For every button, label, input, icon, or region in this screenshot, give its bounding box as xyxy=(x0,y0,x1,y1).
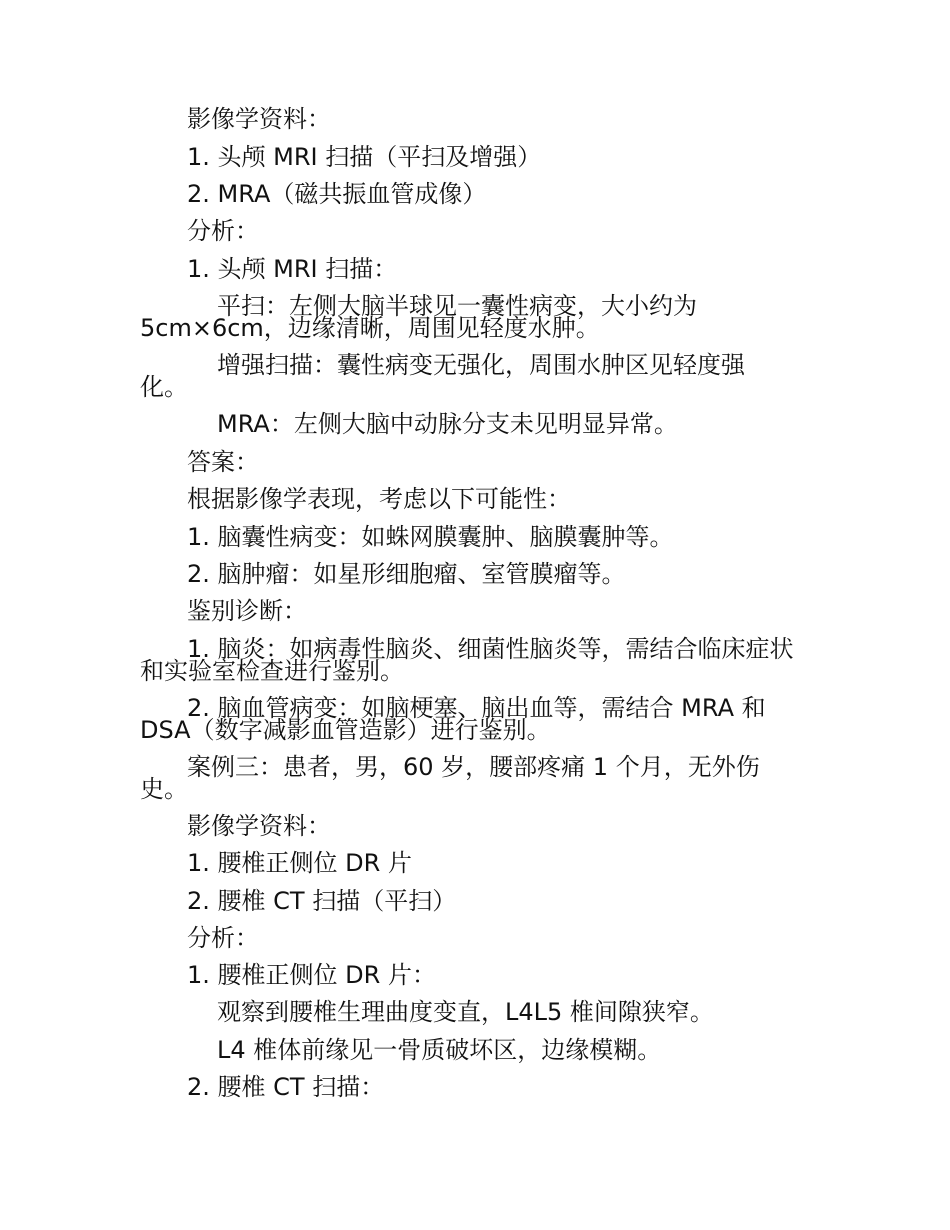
list-item: 1. 脑囊性病变：如蛛网膜囊肿、脑膜囊肿等。 xyxy=(187,523,674,551)
list-item: 2. 脑血管病变：如脑梗塞、脑出血等，需结合 MRA 和 xyxy=(187,694,766,722)
list-item: 1. 头颅 MRI 扫描（平扫及增强） xyxy=(187,143,542,171)
section-heading-analysis: 分析： xyxy=(187,924,259,952)
section-heading-differential: 鉴别诊断： xyxy=(187,597,307,625)
list-item: 1. 腰椎正侧位 DR 片： xyxy=(187,961,436,989)
paragraph-line: 增强扫描：囊性病变无强化，周围水肿区见轻度强 xyxy=(217,351,745,379)
paragraph-line: 根据影像学表现，考虑以下可能性： xyxy=(187,485,571,513)
paragraph-line: 5cm×6cm，边缘清晰，周围见轻度水肿。 xyxy=(140,314,600,342)
paragraph-line: MRA：左侧大脑中动脉分支未见明显异常。 xyxy=(217,410,678,438)
section-heading-imaging: 影像学资料： xyxy=(187,812,331,840)
list-item: 1. 头颅 MRI 扫描： xyxy=(187,255,398,283)
paragraph-line: 平扫：左侧大脑半球见一囊性病变，大小约为 xyxy=(217,292,697,320)
list-item: 2. 脑肿瘤：如星形细胞瘤、室管膜瘤等。 xyxy=(187,560,626,588)
paragraph-line: 和实验室检查进行鉴别。 xyxy=(140,657,404,685)
paragraph-line: 史。 xyxy=(140,775,188,803)
section-heading-imaging: 影像学资料： xyxy=(187,105,331,133)
list-item: 1. 腰椎正侧位 DR 片 xyxy=(187,849,412,877)
list-item: 2. MRA（磁共振血管成像） xyxy=(187,180,487,208)
section-heading-answer: 答案： xyxy=(187,448,259,476)
paragraph-line: 化。 xyxy=(140,373,188,401)
paragraph-line: 观察到腰椎生理曲度变直，L4L5 椎间隙狭窄。 xyxy=(217,998,714,1026)
section-heading-analysis: 分析： xyxy=(187,217,259,245)
list-item: 2. 腰椎 CT 扫描（平扫） xyxy=(187,887,457,915)
list-item: 1. 脑炎：如病毒性脑炎、细菌性脑炎等，需结合临床症状 xyxy=(187,635,794,663)
paragraph-line: L4 椎体前缘见一骨质破坏区，边缘模糊。 xyxy=(217,1036,662,1064)
case-heading: 案例三：患者，男，60 岁，腰部疼痛 1 个月，无外伤 xyxy=(187,753,760,781)
list-item: 2. 腰椎 CT 扫描： xyxy=(187,1073,385,1101)
paragraph-line: DSA（数字减影血管造影）进行鉴别。 xyxy=(140,716,551,744)
